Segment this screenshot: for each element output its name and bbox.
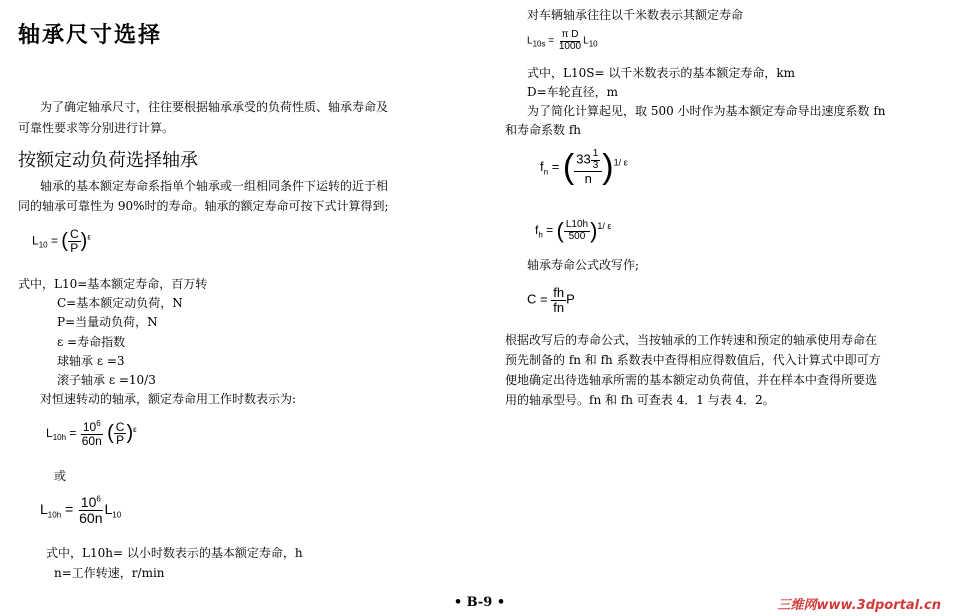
def-n: n=工作转速，r/min (54, 566, 165, 580)
intro-line-2: 可靠性要求等分别进行计算。 (18, 121, 175, 135)
right-para-2-line-2: 和寿命系数 fh (505, 123, 581, 137)
para2: 对恒速转动的轴承，额定寿命用工作时数表示为: (40, 392, 297, 406)
def-ball: 球轴承 ε =3 (57, 354, 125, 368)
def-c: C=基本额定动负荷，N (57, 296, 183, 310)
def-eps: ε =寿命指数 (57, 335, 126, 349)
right-line-1: 对车辆轴承往往以千米数表示其额定寿命 (527, 8, 744, 22)
def-p: P=当量动负荷，N (57, 315, 158, 329)
equation-c: C = $\frac{fh}{fn}$ P (527, 285, 575, 315)
equation-l10h-2: $L_{10h}$ = $\frac{10^6}{60n}$ $L_{10}$ (40, 494, 122, 526)
right-para-4-line-3: 便地确定出待选轴承所需的基本额定动负荷值，并在样本中查得所要选 (505, 373, 878, 387)
right-para-4-line-1: 根据改写后的寿命公式，当按轴承的工作转速和预定的轴承使用寿命在 (505, 333, 878, 347)
def-l10h: 式中，L10h= 以小时数表示的基本额定寿命，h (46, 546, 303, 560)
right-para-2-line-1: 为了简化计算起见，取 500 小时作为基本额定寿命导出速度系数 fn (527, 104, 886, 118)
intro-line-1: 为了确定轴承尺寸，往往要根据轴承承受的负荷性质、轴承寿命及 (40, 100, 389, 114)
page-title: 轴承尺寸选择 (18, 23, 163, 48)
equation-fn: $f_n$ = ( 33 $\frac{1}{3}$ n )$^{1/ \varepsilon}$ (540, 148, 628, 187)
def-roller: 滚子轴承 ε =10/3 (57, 373, 156, 387)
equation-l10s: $L_{10s}$ = $\frac{\text{π D}}{1000}$ $L_{10}$ (527, 29, 598, 52)
def-d: D=车轮直径，m (527, 85, 619, 99)
equation-l10: $L_{10}$ = ( $\frac{C}{P}$ )$^\varepsilon$ (32, 227, 91, 255)
right-line-3: 轴承寿命公式改写作; (527, 258, 640, 272)
right-para-4-line-4: 用的轴承型号。fn 和 fh 可查表 4．1 与表 4．2。 (505, 393, 775, 407)
def-l10s: 式中，L10S= 以千米数表示的基本额定寿命，km (527, 66, 795, 80)
equation-fh: $f_h$ = ( $\frac{L10h}{500}$ )$^{1/ \varepsilon}$ (535, 218, 612, 243)
right-para-4-line-2: 预先制备的 fn 和 fh 系数表中查得相应得数值后，代入计算式中即可方 (505, 353, 881, 367)
or-text: 或 (54, 469, 67, 483)
para1-line-2: 同的轴承可靠性为 90%时的寿命。轴承的额定寿命可按下式计算得到; (18, 199, 389, 213)
section-heading: 按额定动负荷选择轴承 (18, 150, 198, 171)
watermark: 三维网www.3dportal.cn (777, 598, 941, 613)
equation-l10h-1: $L_{10h}$ = $\frac{10^6}{60n}$ ( $\frac{C}{P}$ )$^\varepsilon$ (46, 419, 137, 448)
page-number: • B-9 • (453, 595, 506, 610)
para1-line-1: 轴承的基本额定寿命系指单个轴承或一组相同条件下运转的近于相 (40, 179, 389, 193)
def-l10: 式中，L10=基本额定寿命，百万转 (18, 277, 208, 291)
